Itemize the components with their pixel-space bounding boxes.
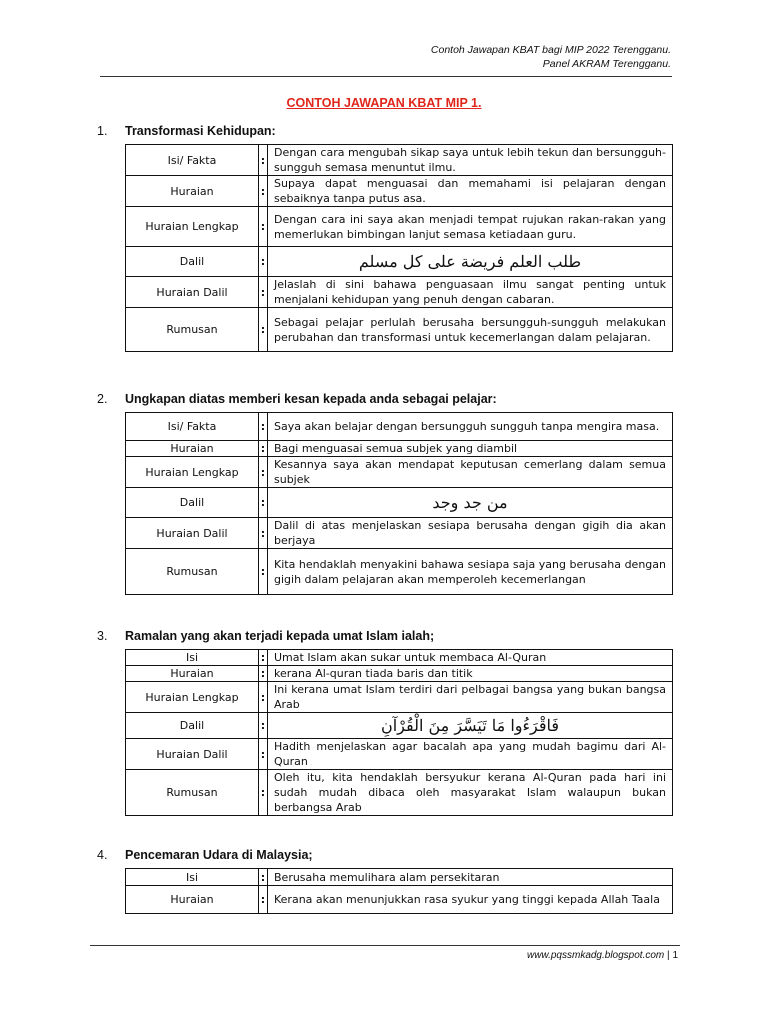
row-label: Dalil — [126, 488, 259, 518]
row-colon: : — [259, 207, 268, 247]
section-heading — [97, 390, 670, 408]
row-colon: : — [259, 682, 268, 713]
header-line-1: Contoh Jawapan KBAT bagi MIP 2022 Terengganu. — [430, 44, 671, 56]
row-colon: : — [259, 247, 268, 277]
row-value: Kerana akan menunjukkan rasa syukur yang tinggi kepada Allah Taala — [268, 886, 673, 914]
row-label: Rumusan — [126, 770, 259, 816]
section-number: 1. — [97, 124, 108, 138]
row-colon: : — [259, 886, 268, 914]
row-colon: : — [259, 770, 268, 816]
table-row — [126, 247, 673, 277]
page-header — [431, 43, 671, 71]
row-value: Dalil di atas menjelaskan sesiapa berusaha dengan gigih dia akan berjaya — [268, 518, 673, 549]
row-colon: : — [259, 277, 268, 308]
row-colon: : — [259, 713, 268, 739]
row-value: Jelaslah di sini bahawa penguasaan ilmu sangat penting untuk menjalani kehidupan yang penuh dengan cabaran. — [268, 277, 673, 308]
row-value-arabic: من جد وجد — [268, 488, 673, 518]
section-number: 3. — [97, 629, 108, 643]
row-value: Dengan cara ini saya akan menjadi tempat rujukan rakan-rakan yang memerlukan bimbingan lanjut semasa ketiadaan guru. — [268, 207, 673, 247]
table-row — [126, 518, 673, 549]
row-colon: : — [259, 145, 268, 176]
section-heading-text: Ramalan yang akan terjadi kepada umat Islam ialah; — [125, 629, 435, 643]
section-heading-text: Transformasi Kehidupan: — [125, 124, 276, 138]
row-label: Huraian — [126, 886, 259, 914]
row-label: Huraian Dalil — [126, 739, 259, 770]
table-row — [126, 666, 673, 682]
row-value: Kesannya saya akan mendapat keputusan cemerlang dalam semua subjek — [268, 457, 673, 488]
row-value: kerana Al-quran tiada baris dan titik — [268, 666, 673, 682]
document-title: CONTOH JAWAPAN KBAT MIP 1. — [286, 96, 482, 110]
row-label: Isi/ Fakta — [126, 145, 259, 176]
row-label: Huraian — [126, 441, 259, 457]
row-label: Huraian Lengkap — [126, 457, 259, 488]
table-row — [126, 308, 673, 352]
table-row — [126, 770, 673, 816]
row-label: Isi — [126, 869, 259, 886]
table-row — [126, 549, 673, 595]
footer-divider — [90, 945, 680, 946]
row-value: Berusaha memulihara alam persekitaran — [268, 869, 673, 886]
row-colon: : — [259, 441, 268, 457]
row-value: Kita hendaklah menyakini bahawa sesiapa saja yang berusaha dengan gigih dalam pelajaran akan memperoleh kecemerlangan — [268, 549, 673, 595]
row-colon: : — [259, 518, 268, 549]
row-colon: : — [259, 650, 268, 666]
table-row — [126, 277, 673, 308]
row-value: Hadith menjelaskan agar bacalah apa yang mudah bagimu dari Al-Quran — [268, 739, 673, 770]
row-label: Isi — [126, 650, 259, 666]
row-colon: : — [259, 488, 268, 518]
row-label: Huraian Dalil — [126, 518, 259, 549]
table-row — [126, 413, 673, 441]
row-colon: : — [259, 457, 268, 488]
row-value: Supaya dapat menguasai dan memahami isi pelajaran dengan sebaiknya tanpa putus asa. — [268, 176, 673, 207]
row-colon: : — [259, 739, 268, 770]
table-row — [126, 176, 673, 207]
table-row — [126, 886, 673, 914]
header-divider — [100, 76, 672, 77]
answer-table — [125, 868, 673, 914]
row-value-arabic: فَاقْرَءُوا مَا تَيَسَّرَ مِنَ الْقُرْآنِ — [268, 713, 673, 739]
page-footer — [527, 950, 678, 961]
row-label: Dalil — [126, 247, 259, 277]
table-row — [126, 488, 673, 518]
section-1 — [97, 122, 670, 352]
row-label: Huraian Dalil — [126, 277, 259, 308]
row-colon: : — [259, 413, 268, 441]
row-value: Sebagai pelajar perlulah berusaha bersungguh-sungguh melakukan perubahan dan transformasi untuk kecemerlangan dalam pelajaran. — [268, 308, 673, 352]
table-row — [126, 441, 673, 457]
table-row — [126, 682, 673, 713]
row-label: Rumusan — [126, 549, 259, 595]
row-colon: : — [259, 869, 268, 886]
section-heading — [97, 846, 670, 864]
row-colon: : — [259, 549, 268, 595]
table-row — [126, 145, 673, 176]
header-line-2: Panel AKRAM Terengganu. — [542, 58, 671, 70]
table-row — [126, 869, 673, 886]
row-value: Umat Islam akan sukar untuk membaca Al-Quran — [268, 650, 673, 666]
row-colon: : — [259, 308, 268, 352]
section-number: 2. — [97, 392, 108, 406]
row-label: Huraian — [126, 666, 259, 682]
section-heading — [97, 122, 670, 140]
row-value: Ini kerana umat Islam terdiri dari pelbagai bangsa yang bukan bangsa Arab — [268, 682, 673, 713]
footer-separator: | — [667, 950, 670, 961]
row-colon: : — [259, 176, 268, 207]
row-value: Saya akan belajar dengan bersungguh sungguh tanpa mengira masa. — [268, 413, 673, 441]
row-value: Dengan cara mengubah sikap saya untuk lebih tekun dan bersungguh-sungguh semasa menuntut ilmu. — [268, 145, 673, 176]
table-row — [126, 650, 673, 666]
row-label: Rumusan — [126, 308, 259, 352]
table-row — [126, 207, 673, 247]
section-3 — [97, 627, 670, 816]
section-2 — [97, 390, 670, 595]
row-label: Huraian Lengkap — [126, 207, 259, 247]
row-value-arabic: طلب العلم فريضة على كل مسلم — [268, 247, 673, 277]
table-row — [126, 457, 673, 488]
row-colon: : — [259, 666, 268, 682]
row-value: Bagi menguasai semua subjek yang diambil — [268, 441, 673, 457]
section-4 — [97, 846, 670, 914]
row-value: Oleh itu, kita hendaklah bersyukur kerana Al-Quran pada hari ini sudah mudah dibaca oleh masyarakat Islam walaupun bukan berbangsa Arab — [268, 770, 673, 816]
table-row — [126, 713, 673, 739]
footer-url: www.pqssmkadg.blogspot.com — [526, 950, 665, 961]
section-heading-text: Ungkapan diatas memberi kesan kepada anda sebagai pelajar: — [125, 392, 497, 406]
row-label: Huraian — [126, 176, 259, 207]
row-label: Isi/ Fakta — [126, 413, 259, 441]
row-label: Dalil — [126, 713, 259, 739]
section-heading-text: Pencemaran Udara di Malaysia; — [125, 848, 313, 862]
section-number: 4. — [97, 848, 108, 862]
page-number: 1 — [672, 950, 678, 961]
answer-table — [125, 144, 673, 352]
row-label: Huraian Lengkap — [126, 682, 259, 713]
section-heading — [97, 627, 670, 645]
answer-table — [125, 412, 673, 595]
table-row — [126, 739, 673, 770]
answer-table — [125, 649, 673, 816]
